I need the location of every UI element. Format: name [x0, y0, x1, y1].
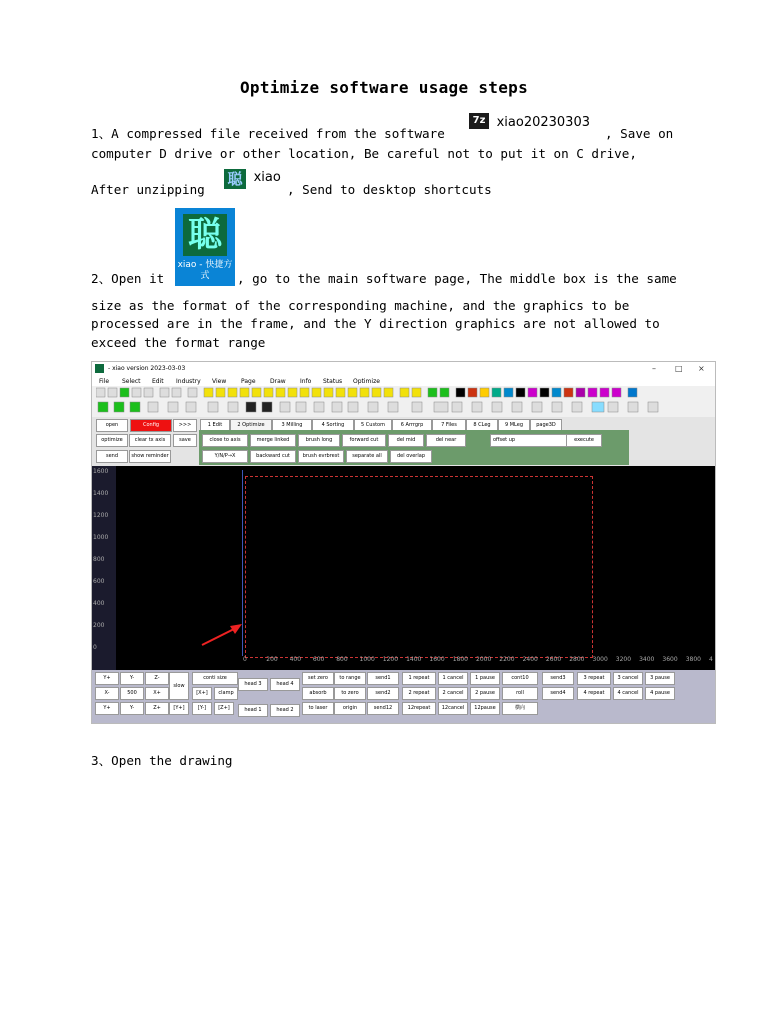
- app-name: xiao: [253, 170, 281, 185]
- step2-line3: processed are in the frame, and the Y direction graphics are not allowed to: [91, 316, 660, 331]
- menu-optimize[interactable]: Optimize: [353, 378, 380, 385]
- y-tick-label: 400: [93, 600, 105, 607]
- x-tick-label: 1200: [382, 656, 399, 663]
- menu-info[interactable]: Info: [300, 378, 312, 385]
- open-button[interactable]: open: [96, 419, 128, 432]
- forward-cut-button[interactable]: forward cut: [342, 434, 386, 447]
- clear-axis-button[interactable]: clear tx axis: [129, 434, 171, 447]
- execute-button[interactable]: execute: [566, 434, 602, 447]
- y-tick-label: 200: [93, 622, 105, 629]
- x-tick-label: 3400: [639, 656, 655, 663]
- head-4-radio[interactable]: head 4: [270, 678, 300, 691]
- x-plus-bracket-button[interactable]: [X+]: [192, 687, 212, 700]
- tab-custom[interactable]: 5 Custom: [354, 419, 392, 432]
- brush-evrbrest-button[interactable]: brush evrbrest: [298, 450, 344, 463]
- menu-bar: [92, 376, 715, 386]
- cont10-button[interactable]: cont10: [502, 672, 538, 685]
- archive-filename: xiao20230303: [496, 115, 590, 130]
- xiao-shortcut-glyph-icon: 聪: [183, 214, 227, 256]
- y-tick-label: 1600: [93, 468, 109, 475]
- z-plus-bracket-button[interactable]: [Z+]: [214, 702, 234, 715]
- step3-line: 3、Open the drawing: [91, 753, 233, 768]
- tab-edit[interactable]: 1 Edit: [200, 419, 230, 432]
- origin-button[interactable]: origin: [334, 702, 366, 715]
- head-3-radio[interactable]: head 3: [238, 678, 268, 691]
- y-minus-bracket-button[interactable]: [Y-]: [192, 702, 212, 715]
- step2-line4: exceed the format range: [91, 335, 266, 350]
- z-plus-button[interactable]: Z+: [145, 702, 169, 715]
- show-reminder-button[interactable]: show reminder: [129, 450, 171, 463]
- tab-arrrgrp[interactable]: 6 Arrrgrp: [392, 419, 432, 432]
- head-2-radio[interactable]: head 2: [270, 704, 300, 717]
- x-tick-label: 2800: [569, 656, 585, 663]
- y-minus-2-button[interactable]: Y-: [120, 702, 144, 715]
- to-zero-button[interactable]: to zero: [334, 687, 366, 700]
- save-button[interactable]: save: [173, 434, 197, 447]
- software-screenshot: [91, 361, 716, 724]
- optimize-button[interactable]: optimize: [96, 434, 128, 447]
- toolbar-icons-2[interactable]: [96, 401, 711, 414]
- x-tick-label: 1000: [359, 656, 375, 663]
- document-title: Optimize software usage steps: [239, 78, 529, 97]
- toolbar-row-1: [96, 387, 711, 399]
- offset-select[interactable]: [490, 434, 568, 447]
- step1-line2: computer D drive or other location, Be careful not to put it on C drive,: [91, 146, 637, 161]
- xiao-app-icon: 聪: [224, 169, 246, 189]
- 1-pause-button[interactable]: 1 pause: [470, 672, 500, 685]
- expand-button[interactable]: >>>: [173, 419, 197, 432]
- step1-text-b: , Save on: [605, 126, 674, 141]
- 12-cancel-button[interactable]: 12cancel: [438, 702, 468, 715]
- menu-select[interactable]: Select: [122, 378, 141, 385]
- 2-pause-button[interactable]: 2 pause: [470, 687, 500, 700]
- x-tick-label: 200: [266, 656, 278, 663]
- y-plus-button[interactable]: Y+: [95, 672, 119, 685]
- 3-cancel-button[interactable]: 3 cancel: [613, 672, 643, 685]
- 12-pause-button[interactable]: 12pause: [470, 702, 500, 715]
- x-tick-label: 1800: [452, 656, 468, 663]
- x-tick-label: 2400: [522, 656, 538, 663]
- format-frame: [245, 476, 593, 658]
- send4-button[interactable]: send4: [542, 687, 574, 700]
- slow-button[interactable]: slow: [169, 672, 189, 700]
- close-to-axis-button[interactable]: close to axis: [202, 434, 248, 447]
- brush-long-button[interactable]: brush long: [298, 434, 340, 447]
- config-button[interactable]: Config: [130, 419, 172, 432]
- y-tick-label: 0: [93, 644, 97, 651]
- minimize-icon[interactable]: –: [652, 364, 656, 373]
- ynp-button[interactable]: Y/N/P→X: [202, 450, 248, 463]
- backward-cut-button[interactable]: backward cut: [250, 450, 296, 463]
- 1-cancel-button[interactable]: 1 cancel: [438, 672, 468, 685]
- tab-milling[interactable]: 3 Milling: [272, 419, 312, 432]
- step2-line2: size as the format of the corresponding machine, and the graphics to be: [91, 298, 630, 313]
- tab-files[interactable]: 7 Files: [432, 419, 466, 432]
- to-laser-button[interactable]: to laser: [302, 702, 334, 715]
- send1-button[interactable]: send1: [367, 672, 399, 685]
- x-tick-label: 1600: [429, 656, 445, 663]
- tab-sorting[interactable]: 4 Sorting: [312, 419, 354, 432]
- tab-mleg[interactable]: 9 MLeg: [498, 419, 530, 432]
- x-tick-label: 3200: [615, 656, 632, 663]
- menu-edit[interactable]: Edit: [152, 378, 164, 385]
- x-tick-label: 4: [709, 656, 713, 663]
- y-tick-label: 800: [93, 556, 105, 563]
- 4-pause-button[interactable]: 4 pause: [645, 687, 675, 700]
- absorb-button[interactable]: absorb: [302, 687, 334, 700]
- menu-view[interactable]: View: [212, 378, 227, 385]
- x-tick-label: 1400: [406, 656, 422, 663]
- del-overlap-button[interactable]: del overlap: [390, 450, 432, 463]
- to-range-button[interactable]: to range: [334, 672, 366, 685]
- step2-text-b: , go to the main software page, The middle box is the same: [237, 271, 677, 286]
- y-tick-label: 1200: [93, 512, 109, 519]
- head-1-radio[interactable]: head 1: [238, 704, 268, 717]
- menu-draw[interactable]: Draw: [270, 378, 286, 385]
- window-title: - xiao version 2023-03-03: [108, 365, 186, 372]
- separate-all-button[interactable]: separate all: [346, 450, 388, 463]
- send3-button[interactable]: send3: [542, 672, 574, 685]
- del-mid-button[interactable]: del mid: [388, 434, 424, 447]
- x-tick-label: 3000: [592, 656, 608, 663]
- tab-page3d[interactable]: page3D: [530, 419, 562, 432]
- menu-industry[interactable]: Industry: [176, 378, 201, 385]
- step1-text-a: 1、A compressed file received from the software: [91, 126, 445, 141]
- x-tick-label: 3600: [662, 656, 678, 663]
- 3-repeat-button[interactable]: 3 repeat: [577, 672, 611, 685]
- x-tick-label: 2600: [545, 656, 562, 663]
- step1-line3: [91, 170, 677, 199]
- step1-text-d: After unzipping: [91, 182, 205, 197]
- send-button[interactable]: send: [96, 450, 128, 463]
- merge-linked-button[interactable]: merge linked: [250, 434, 296, 447]
- z-minus-button[interactable]: Z-: [145, 672, 169, 685]
- conti-size-button[interactable]: conti size: [192, 672, 238, 685]
- y-axis-ruler: [92, 466, 116, 670]
- x-tick-label: 3800: [685, 656, 701, 663]
- roll-button[interactable]: roll: [502, 687, 538, 700]
- y-plus-bracket-button[interactable]: [Y+]: [169, 702, 189, 715]
- x-plus-button[interactable]: X+: [145, 687, 169, 700]
- close-icon[interactable]: ×: [698, 364, 705, 373]
- maximize-icon[interactable]: □: [675, 364, 683, 373]
- toolbar-row-2: [96, 401, 711, 413]
- step2-line1: [91, 270, 677, 288]
- menu-file[interactable]: File: [99, 378, 110, 385]
- y-tick-label: 1000: [93, 534, 109, 541]
- tab-optimize[interactable]: 2 Optimize: [230, 419, 272, 432]
- step2-text-a: 2、Open it: [91, 271, 165, 286]
- tab-cleg[interactable]: 8 CLeg: [466, 419, 498, 432]
- app-logo-icon: [95, 364, 104, 373]
- offset-select-value: offset up: [493, 437, 516, 443]
- menu-page[interactable]: Page: [241, 378, 256, 385]
- tab-strip: [200, 419, 655, 430]
- step-input[interactable]: 500: [120, 687, 144, 700]
- 4-cancel-button[interactable]: 4 cancel: [613, 687, 643, 700]
- y-plus-2-button[interactable]: Y+: [95, 702, 119, 715]
- menu-status[interactable]: Status: [323, 378, 343, 385]
- window-titlebar: [92, 362, 715, 376]
- x-tick-label: 0: [243, 656, 247, 663]
- step1-line1: [91, 115, 677, 143]
- y-tick-label: 1400: [93, 490, 109, 497]
- x-tick-label: 400: [289, 656, 302, 663]
- x-tick-label: 600: [312, 656, 325, 663]
- 12-repeat-button[interactable]: 12repeat: [402, 702, 436, 715]
- clamp-button[interactable]: clamp: [214, 687, 238, 700]
- x-tick-label: 800: [336, 656, 348, 663]
- 2-repeat-button[interactable]: 2 repeat: [402, 687, 436, 700]
- 3-pause-button[interactable]: 3 pause: [645, 672, 675, 685]
- red-arrow-icon: [200, 620, 244, 648]
- set-zero-button[interactable]: set zero: [302, 672, 334, 685]
- del-near-button[interactable]: del near: [426, 434, 466, 447]
- send12-button[interactable]: send12: [367, 702, 399, 715]
- direction-select[interactable]: 横向: [502, 702, 538, 715]
- 4-repeat-button[interactable]: 4 repeat: [577, 687, 611, 700]
- x-tick-label: 2000: [476, 656, 492, 663]
- 2-cancel-button[interactable]: 2 cancel: [438, 687, 468, 700]
- 7z-archive-icon: 7z: [469, 113, 489, 129]
- bottom-control-panel: [92, 670, 715, 723]
- 1-repeat-button[interactable]: 1 repeat: [402, 672, 436, 685]
- send2-button[interactable]: send2: [367, 687, 399, 700]
- x-minus-button[interactable]: X-: [95, 687, 119, 700]
- shortcut-label: xiao - 快捷方式: [177, 260, 233, 281]
- step1-text-e: , Send to desktop shortcuts: [287, 182, 492, 197]
- y-tick-label: 600: [93, 578, 105, 585]
- toolbar-icons-1[interactable]: [96, 387, 711, 399]
- x-tick-label: 2200: [499, 656, 515, 663]
- y-minus-button[interactable]: Y-: [120, 672, 144, 685]
